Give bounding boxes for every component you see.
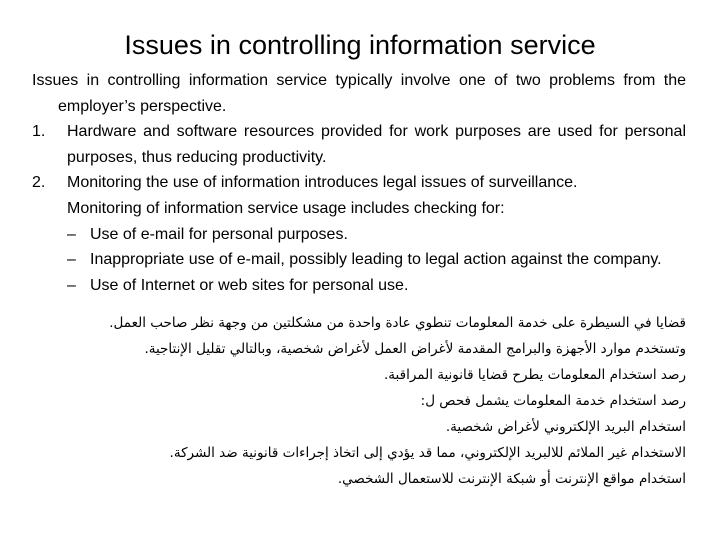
number-marker: 1.: [32, 123, 46, 141]
dash-marker: –: [67, 225, 76, 243]
numbered-item-2: [32, 170, 686, 196]
arabic-line-6: الاستخدام غير الملائم للالبريد الإلكتروني، مما قد يؤدي إلى اتخاذ إجراءات قانونية ضد الشركة.: [169, 445, 686, 461]
monitoring-intro: Monitoring of information service usage includes checking for:: [67, 199, 505, 217]
sub-item-text: Inappropriate use of e-mail, possibly leading to legal action against the company.: [90, 251, 662, 269]
sub-item-1: [32, 222, 686, 248]
dash-marker: –: [67, 276, 76, 294]
numbered-item-text: Monitoring the use of information introduces legal issues of surveillance.: [67, 174, 578, 192]
english-body: [32, 68, 686, 298]
arabic-line-3: رصد استخدام المعلومات يطرح قضايا قانونية المراقبة.: [384, 367, 686, 383]
arabic-line-2: وتستخدم موارد الأجهزة والبرامج المقدمة لأغراض العمل لأغراض شخصية، وبالتالي تقليل الإنتاجية.: [144, 341, 686, 357]
numbered-item-1: [32, 119, 686, 170]
arabic-line-1: قضايا في السيطرة على خدمة المعلومات تنطوي عادة واحدة من مشكلتين من وجهة نظر صاحب العمل.: [109, 315, 686, 331]
number-marker: 2.: [32, 174, 46, 192]
arabic-translation: [32, 310, 686, 492]
arabic-line-5: استخدام البريد الإلكتروني لأغراض شخصية.: [445, 419, 686, 435]
sub-item-text: Use of e-mail for personal purposes.: [90, 225, 348, 243]
sub-item-2: [32, 247, 686, 273]
sub-item-text: Use of Internet or web sites for personal use.: [90, 276, 409, 294]
numbered-item-text: Hardware and software resources provided for work purposes are used for personal purposes, thus reducing productivity.: [67, 123, 686, 166]
arabic-line-7: استخدام مواقع الإنترنت أو شبكة الإنترنت للاستعمال الشخصي.: [337, 471, 686, 487]
slide-title: Issues in controlling information service: [124, 30, 596, 60]
intro-paragraph: Issues in controlling information service typically involve one of two problems from the employer’s perspective.: [32, 72, 686, 115]
sub-item-3: [32, 273, 686, 299]
arabic-line-4: رصد استخدام خدمة المعلومات يشمل فحص ل:: [420, 393, 686, 409]
dash-marker: –: [67, 251, 76, 269]
